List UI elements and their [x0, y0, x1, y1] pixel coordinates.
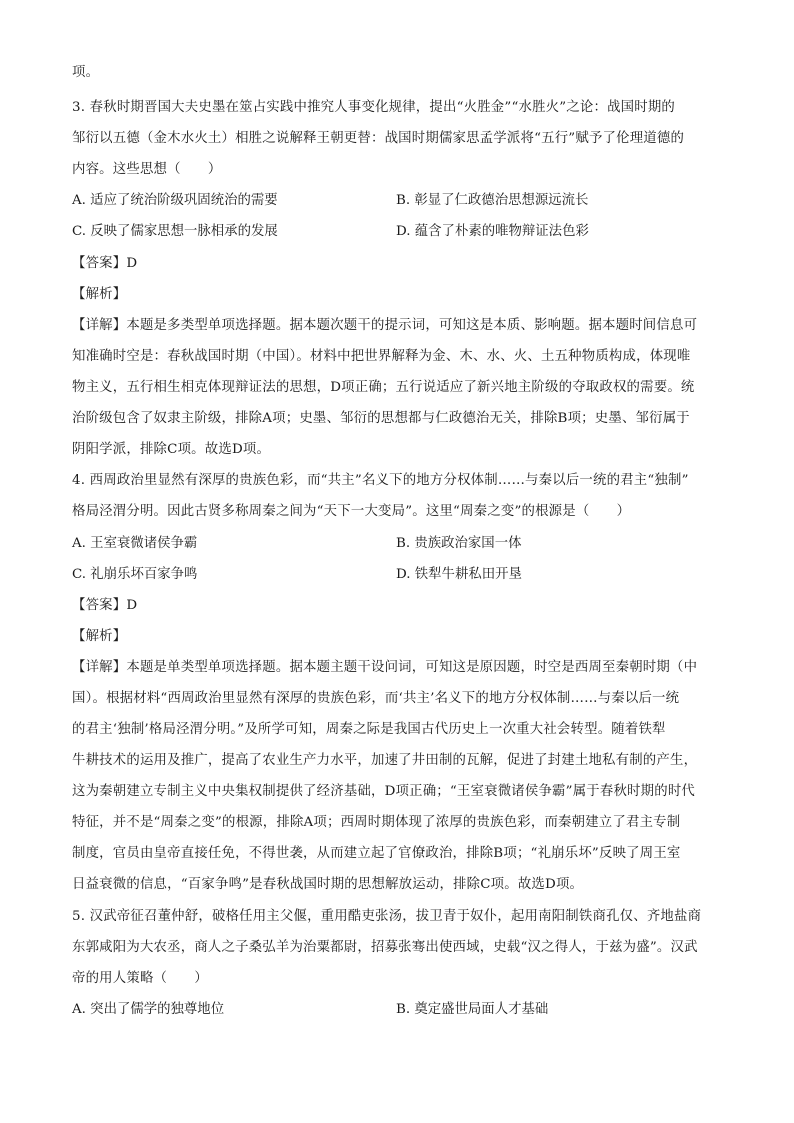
text-line: 项。 — [72, 65, 100, 80]
question-3-explanation: 阴阳学派，排除C项。故选D项。 — [72, 442, 271, 457]
question-3-explanation: 治阶级包含了奴隶主阶级，排除A项；史墨、邹衍的思想都与仁政德治无关，排除B项；史墨、邹衍属于 — [72, 411, 690, 426]
question-4-stem: 格局泾渭分明。因此古贤多称周秦之间为“天下一大变局”。这里“周秦之变”的根源是（ ） — [72, 504, 631, 519]
question-4-explanation: 牛耕技术的运用及推广，提高了农业生产力水平，加速了井田制的瓦解，促进了封建土地私有制的产生， — [72, 753, 698, 768]
question-4-option-b: B. 贵族政治家国一体 — [396, 536, 522, 551]
question-3-option-b: B. 彰显了仁政德治思想源远流长 — [396, 193, 589, 208]
question-3-explanation: 【详解】本题是多类型单项选择题。据本题次题干的提示词，可知这是本质、影响题。据本题时间信息可 — [72, 318, 698, 333]
question-4-explanation: 特征，并不是“周秦之变”的根源，排除A项；西周时期体现了浓厚的贵族色彩，而秦朝建立了君主专制 — [72, 815, 681, 830]
question-3-stem: 3. 春秋时期晋国大夫史墨在筮占实践中推究人事变化规律，提出“火胜金”“水胜火”之论：战国时期的 — [72, 100, 676, 115]
question-5-option-a: A. 突出了儒学的独尊地位 — [72, 1002, 225, 1017]
question-4-explanation: 国）。根据材料“西周政治里显然有深厚的贵族色彩，而‘共主’名义下的地方分权体制……与秦以后一统 — [72, 691, 680, 706]
question-3-explanation: 知准确时空是：春秋战国时期（中国）。材料中把世界解释为金、木、水、火、土五种物质构成，体现唯 — [72, 349, 691, 364]
question-4-answer: 【答案】D — [72, 598, 138, 613]
question-3-answer: 【答案】D — [72, 256, 138, 271]
question-4-option-d: D. 铁犁牛耕私田开垦 — [396, 567, 522, 582]
question-4-explanation: 这为秦朝建立专制主义中央集权制提供了经济基础，D项正确；“王室衰微诸侯争霸”属于春秋时期的时代 — [72, 784, 696, 799]
question-4-stem: 4. 西周政治里显然有深厚的贵族色彩，而“共主”名义下的地方分权体制……与秦以后一统的君主“独制” — [72, 473, 689, 488]
question-5-stem: 东郭咸阳为大农丞，商人之子桑弘羊为治粟都尉，招募张骞出使西域，史载“汉之得人，于兹为盛”。汉武 — [72, 940, 698, 955]
question-4-explanation: 【详解】本题是单类型单项选择题。据本题主题干设问词，可知这是原因题，时空是西周至秦朝时期（中 — [72, 660, 698, 675]
question-3-stem: 内容。这些思想（ ） — [72, 162, 222, 177]
question-3-option-a: A. 适应了统治阶级巩固统治的需要 — [72, 193, 278, 208]
question-3-option-d: D. 蕴含了朴素的唯物辩证法色彩 — [396, 224, 589, 239]
question-4-option-c: C. 礼崩乐坏百家争鸣 — [72, 567, 198, 582]
question-3-analysis-label: 【解析】 — [72, 287, 127, 302]
question-4-explanation: 的君主‘独制’格局泾渭分明。”及所学可知，周秦之际是我国古代历史上一次重大社会转型。随着铁犁 — [72, 722, 666, 737]
question-4-option-a: A. 王室衰微诸侯争霸 — [72, 536, 198, 551]
question-3-option-c: C. 反映了儒家思想一脉相承的发展 — [72, 224, 278, 239]
question-5-stem: 帝的用人策略（ ） — [72, 971, 208, 986]
question-5-stem: 5. 汉武帝征召董仲舒，破格任用主父偃，重用酷吏张汤，拔卫青于奴仆，起用南阳制铁商孔仅、齐地盐商 — [72, 909, 702, 924]
question-4-analysis-label: 【解析】 — [72, 629, 127, 644]
question-3-stem: 邹衍以五德（金木水火土）相胜之说解释王朝更替：战国时期儒家思孟学派将“五行”赋予了伦理道德的 — [72, 131, 685, 146]
question-3-explanation: 物主义，五行相生相克体现辩证法的思想，D项正确；五行说适应了新兴地主阶级的夺取政权的需要。统 — [72, 380, 695, 395]
question-5-option-b: B. 奠定盛世局面人才基础 — [396, 1002, 549, 1017]
question-4-explanation: 制度，官员由皇帝直接任免，不得世袭，从而建立起了官僚政治，排除B项；“礼崩乐坏”反映了周王室 — [72, 846, 681, 861]
question-4-explanation: 日益衰微的信息，“百家争鸣”是春秋战国时期的思想解放运动，排除C项。故选D项。 — [72, 877, 584, 892]
